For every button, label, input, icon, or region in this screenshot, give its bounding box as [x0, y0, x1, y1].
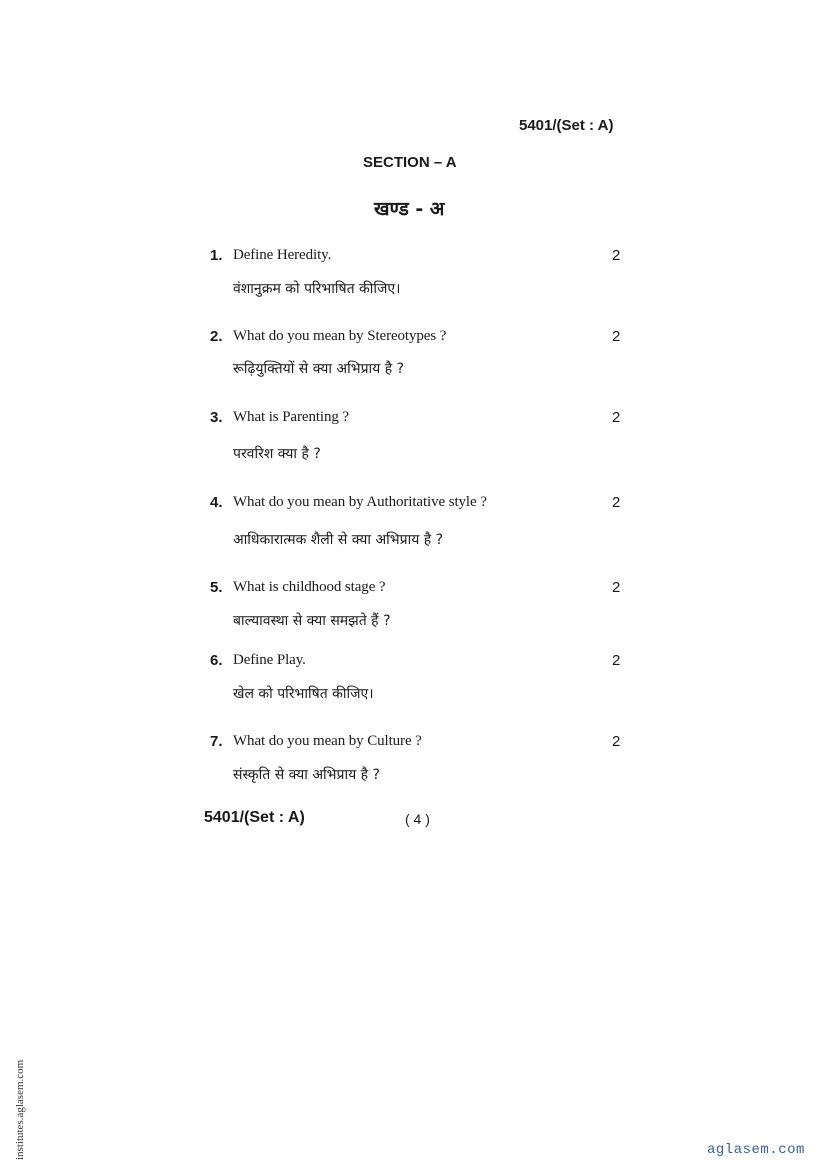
paper-code-footer: 5401/(Set : A) — [204, 809, 305, 826]
question-number: 1. — [210, 247, 223, 264]
question-text-english: What is Parenting ? — [233, 409, 349, 425]
paper-code-header: 5401/(Set : A) — [519, 117, 614, 134]
question-marks: 2 — [612, 652, 621, 669]
question-text-hindi: खेल को परिभाषित कीजिए। — [233, 686, 374, 702]
question-text-hindi: आधिकारात्मक शैली से क्या अभिप्राय है ? — [233, 532, 444, 548]
question-text-hindi: रूढ़ियुक्तियों से क्या अभिप्राय है ? — [233, 361, 405, 377]
question-number: 5. — [210, 579, 223, 596]
question-marks: 2 — [612, 494, 621, 511]
question-marks: 2 — [612, 247, 621, 264]
question-text-hindi: बाल्यावस्था से क्या समझते हैं ? — [233, 613, 391, 629]
question-number: 7. — [210, 733, 223, 750]
section-title-hindi: खण्ड - अ — [374, 198, 445, 220]
question-marks: 2 — [612, 733, 621, 750]
question-marks: 2 — [612, 409, 621, 426]
question-number: 2. — [210, 328, 223, 345]
question-text-english: What do you mean by Stereotypes ? — [233, 328, 447, 344]
question-marks: 2 — [612, 579, 621, 596]
question-text-english: What do you mean by Authoritative style ? — [233, 494, 487, 510]
question-text-english: What do you mean by Culture ? — [233, 733, 422, 749]
question-marks: 2 — [612, 328, 621, 345]
question-text-english: What is childhood stage ? — [233, 579, 386, 595]
question-text-hindi: संस्कृति से क्या अभिप्राय है ? — [233, 767, 380, 783]
question-text-english: Define Play. — [233, 652, 306, 668]
corner-watermark: aglasem.com — [707, 1142, 805, 1158]
question-text-hindi: परवरिश क्या है ? — [233, 446, 321, 462]
question-number: 4. — [210, 494, 223, 511]
side-watermark: institutes.aglasem.com — [14, 1059, 26, 1160]
section-title: SECTION – A — [363, 154, 457, 171]
question-text-hindi: वंशानुक्रम को परिभाषित कीजिए। — [233, 281, 401, 297]
question-text-english: Define Heredity. — [233, 247, 332, 263]
question-number: 6. — [210, 652, 223, 669]
question-number: 3. — [210, 409, 223, 426]
page-number: ( 4 ) — [405, 811, 430, 827]
